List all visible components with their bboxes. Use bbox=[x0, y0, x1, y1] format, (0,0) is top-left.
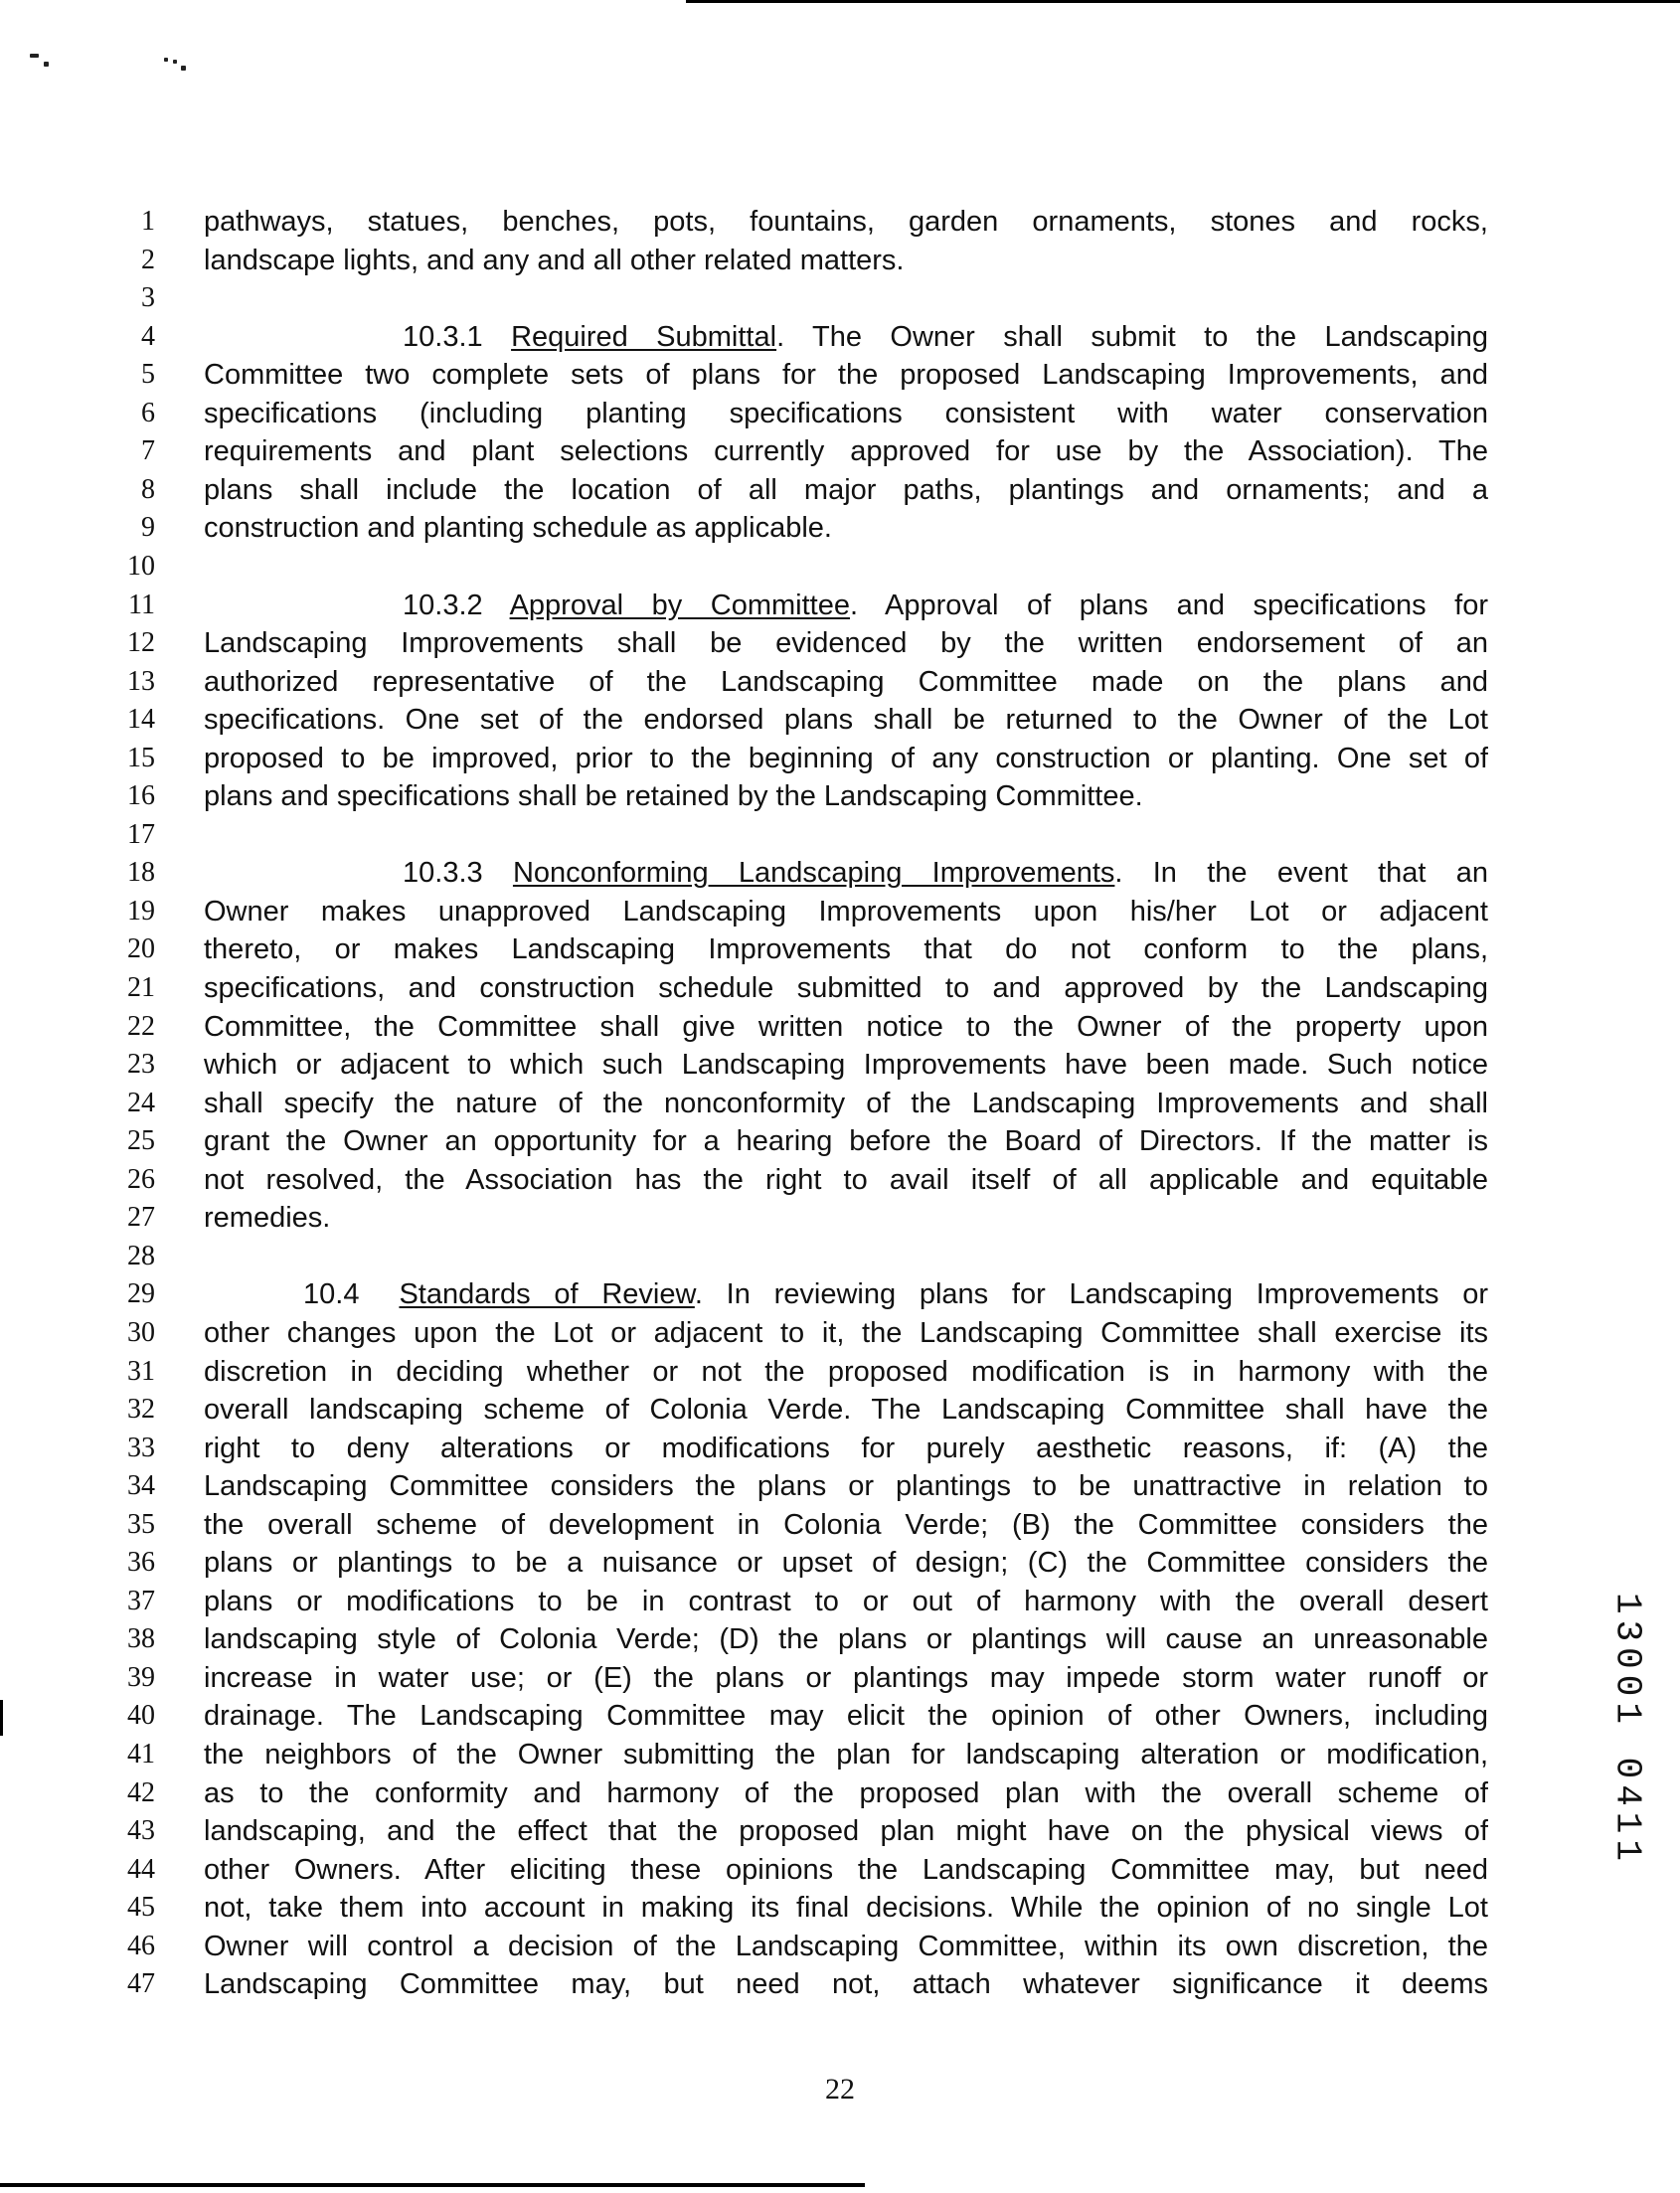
section-number: 10.3.3 bbox=[403, 857, 513, 890]
line-number: 37 bbox=[127, 1585, 155, 1616]
line-text: pathways, statues, benches, pots, fountains, garden ornaments, stones and rocks, bbox=[204, 206, 1488, 238]
line-number: 13 bbox=[127, 665, 155, 697]
line-text: Committee, the Committee shall give written notice to the Owner of the property upon bbox=[204, 1010, 1488, 1043]
line-text: grant the Owner an opportunity for a hearing before the Board of Directors. If the matter is bbox=[204, 1125, 1488, 1158]
line-number: 27 bbox=[127, 1202, 155, 1234]
line-text: not resolved, the Association has the right to avail itself of all applicable and equitable bbox=[204, 1163, 1488, 1196]
document-line bbox=[0, 1353, 1680, 1391]
document-line bbox=[0, 1391, 1680, 1429]
document-line bbox=[0, 1467, 1680, 1505]
section-text: . In reviewing plans for Landscaping Improvements or bbox=[694, 1278, 1488, 1311]
line-number: 12 bbox=[127, 627, 155, 659]
line-text: plans and specifications shall be retained by the Landscaping Committee. bbox=[204, 780, 1143, 813]
line-number: 40 bbox=[127, 1700, 155, 1732]
line-text: other changes upon the Lot or adjacent to it, the Landscaping Committee shall exercise its bbox=[204, 1316, 1488, 1349]
line-text: plans or modifications to be in contrast to or out of harmony with the overall desert bbox=[204, 1585, 1488, 1617]
line-number: 30 bbox=[127, 1316, 155, 1348]
document-line bbox=[0, 1430, 1680, 1467]
side-stamp bbox=[1605, 1591, 1649, 1869]
line-number: 36 bbox=[127, 1547, 155, 1579]
document-line bbox=[0, 395, 1680, 432]
line-text: discretion in deciding whether or not the proposed modification is in harmony with the bbox=[204, 1355, 1488, 1388]
line-text: plans shall include the location of all major paths, plantings and ornaments; and a bbox=[204, 473, 1488, 506]
line-number: 7 bbox=[141, 435, 155, 467]
line-text: plans or plantings to be a nuisance or upset of design; (C) the Committee considers the bbox=[204, 1547, 1488, 1580]
document-line bbox=[0, 1774, 1680, 1812]
document-line bbox=[0, 740, 1680, 777]
line-number: 10 bbox=[127, 550, 155, 582]
section-heading: Standards of Review bbox=[399, 1278, 695, 1311]
line-number: 23 bbox=[127, 1049, 155, 1081]
section-number: 10.3.1 bbox=[403, 320, 512, 353]
section-number: 10.4 bbox=[303, 1278, 360, 1311]
line-text: as to the conformity and harmony of the proposed plan with the overall scheme of bbox=[204, 1776, 1488, 1809]
document-line bbox=[0, 242, 1680, 279]
line-number: 25 bbox=[127, 1125, 155, 1157]
line-text: the neighbors of the Owner submitting the plan for landscaping alteration or modification, bbox=[204, 1739, 1488, 1771]
line-number: 42 bbox=[127, 1776, 155, 1808]
section-text: . The Owner shall submit to the Landscaping bbox=[776, 320, 1488, 353]
document-line bbox=[0, 1889, 1680, 1927]
line-text: drainage. The Landscaping Committee may elicit the opinion of other Owners, including bbox=[204, 1700, 1488, 1733]
document-line bbox=[0, 1046, 1680, 1084]
document-line bbox=[0, 471, 1680, 509]
line-number: 34 bbox=[127, 1470, 155, 1502]
line-number: 4 bbox=[141, 320, 155, 352]
line-text: Committee two complete sets of plans for the proposed Landscaping Improvements, and bbox=[204, 359, 1488, 392]
document-line bbox=[0, 1697, 1680, 1735]
line-text: construction and planting schedule as applicable. bbox=[204, 512, 832, 545]
line-text: other Owners. After eliciting these opinions the Landscaping Committee may, but need bbox=[204, 1853, 1488, 1886]
line-number: 15 bbox=[127, 742, 155, 773]
line-text: specifications. One set of the endorsed plans shall be returned to the Owner of the Lot bbox=[204, 704, 1488, 737]
document-line bbox=[0, 1736, 1680, 1773]
document-line bbox=[0, 1851, 1680, 1889]
document-line bbox=[0, 1085, 1680, 1122]
line-number: 45 bbox=[127, 1892, 155, 1924]
document-line bbox=[0, 279, 1680, 317]
line-text bbox=[204, 587, 1488, 624]
section-heading: Required Submittal bbox=[511, 320, 777, 353]
document-line bbox=[0, 356, 1680, 394]
document-line bbox=[0, 509, 1680, 547]
line-number: 39 bbox=[127, 1661, 155, 1693]
document-line bbox=[0, 1928, 1680, 1965]
line-text: Landscaping Committee considers the plans or plantings to be unattractive in relation to bbox=[204, 1470, 1488, 1503]
line-number: 3 bbox=[141, 282, 155, 314]
document-line bbox=[0, 854, 1680, 892]
line-number: 11 bbox=[128, 589, 155, 620]
document-line bbox=[0, 930, 1680, 968]
line-text bbox=[204, 318, 1488, 356]
document-line bbox=[0, 701, 1680, 739]
line-number: 33 bbox=[127, 1432, 155, 1463]
line-number: 8 bbox=[141, 473, 155, 505]
line-text: the overall scheme of development in Colonia Verde; (B) the Committee considers the bbox=[204, 1508, 1488, 1541]
line-number: 47 bbox=[127, 1968, 155, 2000]
document-line bbox=[0, 1583, 1680, 1620]
line-number: 9 bbox=[141, 512, 155, 544]
line-number: 24 bbox=[127, 1087, 155, 1118]
line-text: overall landscaping scheme of Colonia Verde. The Landscaping Committee shall have the bbox=[204, 1394, 1488, 1427]
page-number: 22 bbox=[825, 2073, 855, 2106]
line-number: 44 bbox=[127, 1853, 155, 1885]
document-line bbox=[0, 624, 1680, 662]
line-text: requirements and plant selections currently approved for use by the Association). The bbox=[204, 435, 1488, 468]
line-number: 29 bbox=[127, 1278, 155, 1310]
document-line bbox=[0, 1965, 1680, 2003]
line-text: not, take them into account in making its final decisions. While the opinion of no single Lot bbox=[204, 1892, 1488, 1925]
line-text: landscaping style of Colonia Verde; (D) the plans or plantings will cause an unreasonable bbox=[204, 1623, 1488, 1656]
line-text: Landscaping Committee may, but need not, attach whatever significance it deems bbox=[204, 1968, 1488, 2001]
line-text: right to deny alterations or modifications for purely aesthetic reasons, if: (A) the bbox=[204, 1432, 1488, 1464]
line-text: shall specify the nature of the nonconformity of the Landscaping Improvements and shall bbox=[204, 1087, 1488, 1119]
document-line bbox=[0, 777, 1680, 815]
document-line bbox=[0, 1314, 1680, 1352]
side-stamp-text: 13001 0411 bbox=[1606, 1592, 1648, 1868]
line-text: Landscaping Improvements shall be evidenced by the written endorsement of an bbox=[204, 627, 1488, 660]
line-number: 17 bbox=[127, 818, 155, 850]
section-text: . In the event that an bbox=[1114, 857, 1488, 890]
line-number: 18 bbox=[127, 857, 155, 889]
line-number: 43 bbox=[127, 1815, 155, 1847]
line-text: proposed to be improved, prior to the beginning of any construction or planting. One set of bbox=[204, 742, 1488, 774]
line-number: 22 bbox=[127, 1010, 155, 1042]
line-text: increase in water use; or (E) the plans or plantings may impede storm water runoff or bbox=[204, 1661, 1488, 1694]
line-number: 19 bbox=[127, 895, 155, 927]
section-heading: Approval by Committee bbox=[509, 589, 850, 621]
document-line bbox=[0, 1275, 1680, 1313]
line-text: Owner makes unapproved Landscaping Improvements upon his/her Lot or adjacent bbox=[204, 895, 1488, 928]
line-text: thereto, or makes Landscaping Improvements that do not conform to the plans, bbox=[204, 933, 1488, 966]
line-number: 14 bbox=[127, 704, 155, 736]
document-line bbox=[0, 969, 1680, 1007]
line-number: 32 bbox=[127, 1394, 155, 1426]
line-text: which or adjacent to which such Landscaping Improvements have been made. Such notice bbox=[204, 1049, 1488, 1082]
line-number: 6 bbox=[141, 397, 155, 428]
line-number: 38 bbox=[127, 1623, 155, 1655]
section-number: 10.3.2 bbox=[403, 589, 510, 621]
document-line bbox=[0, 432, 1680, 470]
document-line bbox=[0, 893, 1680, 930]
line-number: 20 bbox=[127, 933, 155, 965]
document-line bbox=[0, 663, 1680, 701]
document-line bbox=[0, 1008, 1680, 1046]
document-line bbox=[0, 548, 1680, 586]
line-number: 26 bbox=[127, 1163, 155, 1195]
document-line bbox=[0, 1812, 1680, 1850]
document-line bbox=[0, 1544, 1680, 1582]
document-line bbox=[0, 1238, 1680, 1275]
document-line bbox=[0, 1199, 1680, 1237]
line-number: 46 bbox=[127, 1930, 155, 1961]
line-number: 35 bbox=[127, 1508, 155, 1540]
document-line bbox=[0, 203, 1680, 241]
line-text bbox=[204, 1275, 1488, 1313]
document-line bbox=[0, 318, 1680, 356]
line-number: 1 bbox=[141, 206, 155, 237]
line-text: specifications, and construction schedule submitted to and approved by the Landscaping bbox=[204, 972, 1488, 1004]
document-line bbox=[0, 1122, 1680, 1160]
section-text: . Approval of plans and specifications for bbox=[849, 589, 1488, 621]
document-line bbox=[0, 1659, 1680, 1697]
line-text: Owner will control a decision of the Landscaping Committee, within its own discretion, the bbox=[204, 1930, 1488, 1962]
line-number: 31 bbox=[127, 1355, 155, 1387]
line-number: 21 bbox=[127, 972, 155, 1003]
line-number: 16 bbox=[127, 780, 155, 812]
line-number: 2 bbox=[141, 244, 155, 275]
line-text: landscaping, and the effect that the proposed plan might have on the physical views of bbox=[204, 1815, 1488, 1848]
line-number: 41 bbox=[127, 1739, 155, 1770]
document-line bbox=[0, 816, 1680, 854]
document-line bbox=[0, 587, 1680, 624]
document-line bbox=[0, 1506, 1680, 1544]
line-text bbox=[204, 854, 1488, 892]
document-line bbox=[0, 1620, 1680, 1658]
line-text: landscape lights, and any and all other related matters. bbox=[204, 244, 905, 276]
line-text: specifications (including planting specifications consistent with water conservation bbox=[204, 397, 1488, 429]
line-text: authorized representative of the Landscaping Committee made on the plans and bbox=[204, 665, 1488, 698]
line-text: remedies. bbox=[204, 1202, 331, 1235]
line-number: 28 bbox=[127, 1240, 155, 1271]
section-heading: Nonconforming Landscaping Improvements bbox=[512, 857, 1115, 890]
line-number: 5 bbox=[141, 359, 155, 391]
document-line bbox=[0, 1161, 1680, 1199]
